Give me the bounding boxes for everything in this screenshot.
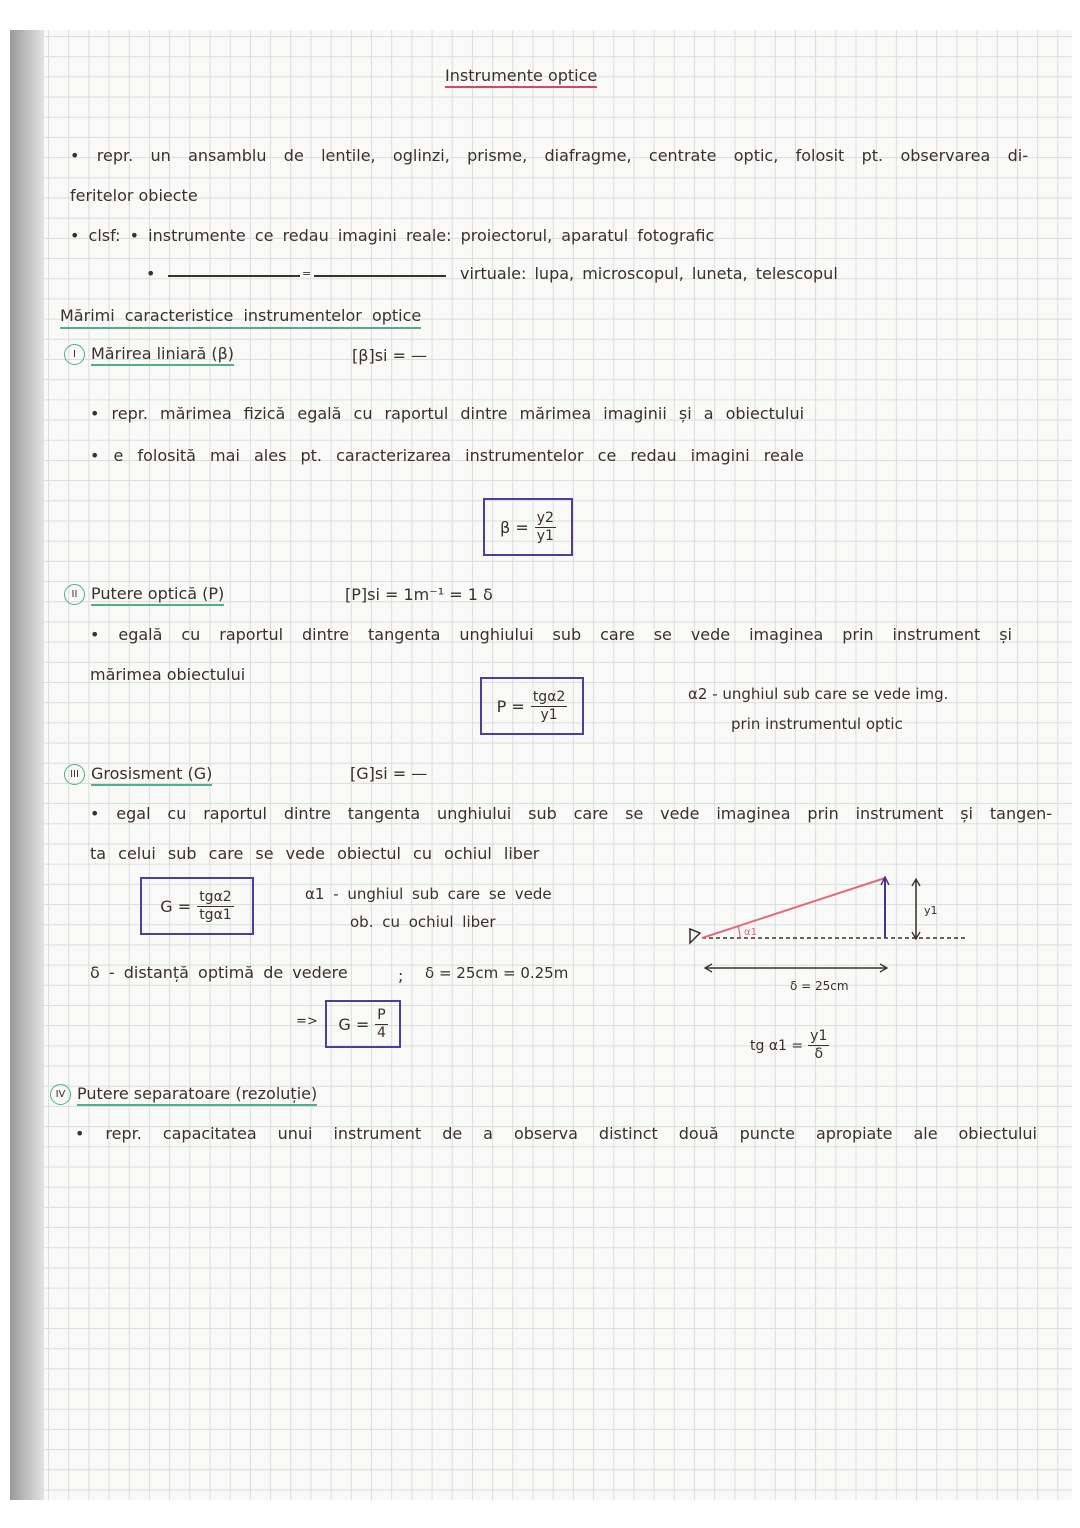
section-number: IV <box>50 1084 71 1105</box>
ditto-line <box>168 275 300 277</box>
formula-lhs: tg α1 = <box>750 1037 804 1054</box>
bullet-text: • egal cu raportul dintre tangenta unghiului sub care se vede imaginea prin instrument și tangen- <box>90 804 1052 823</box>
formula-box <box>140 877 254 935</box>
numerator: y1 <box>810 1028 828 1044</box>
scan-edge <box>10 30 46 1500</box>
bullet-text-cont: mărimea obiectului <box>90 665 246 684</box>
classification-line: • clsf: • instrumente ce redau imagini reale: proiectorul, aparatul fotografic <box>70 226 715 245</box>
section-number: II <box>64 584 85 605</box>
delta-definition: δ - distanță optimă de vedere <box>90 963 348 982</box>
bullet-text: • repr. capacitatea unui instrument de a observa distinct două puncte apropiate ale obiectului <box>75 1124 1037 1143</box>
denominator: y1 <box>536 527 554 544</box>
formula-box <box>480 677 584 735</box>
note: prin instrumentul optic <box>731 715 903 733</box>
distance-label: δ = 25cm <box>790 979 849 993</box>
denominator: 4 <box>376 1024 386 1041</box>
section-title: Putere separatoare (rezoluție) <box>77 1084 317 1106</box>
note: α1 - unghiul sub care se vede <box>305 885 552 903</box>
numerator: tgα2 <box>532 688 566 705</box>
ditto-line <box>314 275 446 277</box>
section-1-heading <box>64 344 234 365</box>
virtual-instruments: virtuale: lupa, microscopul, luneta, telescopul <box>460 264 838 283</box>
section-title: Grosisment (G) <box>91 764 212 786</box>
angle-label: α1 <box>744 927 757 938</box>
sight-line <box>702 878 885 938</box>
note: ob. cu ochiul liber <box>350 913 496 931</box>
formula-box <box>483 498 573 556</box>
si-unit: [β]si = — <box>352 346 428 365</box>
formula-box <box>325 1000 401 1048</box>
viewing-angle-diagram <box>670 865 990 985</box>
numerator: tgα2 <box>199 888 232 905</box>
section-3-heading <box>64 764 212 785</box>
formula-lhs: β = <box>500 517 529 537</box>
formula-lhs: P = <box>496 696 525 716</box>
numerator: P <box>377 1006 386 1023</box>
bullet-text-cont: ta celui sub care se vede obiectul cu ochiul liber <box>90 844 540 863</box>
formula-lhs: G = <box>338 1014 370 1034</box>
angle-arc <box>738 926 740 938</box>
implies: => <box>296 1014 318 1029</box>
section-title: Putere optică (P) <box>91 584 224 606</box>
section-number: I <box>64 344 85 365</box>
section-title: Mărirea liniară (β) <box>91 344 234 366</box>
eye-icon <box>690 929 700 943</box>
delta-value: δ = 25cm = 0.25m <box>425 964 569 982</box>
intro-line-2: feritelor obiecte <box>70 186 198 205</box>
section-2-heading <box>64 584 224 605</box>
denominator: y1 <box>540 706 558 723</box>
bullet: • <box>146 264 156 283</box>
separator: ; <box>398 966 404 985</box>
denominator: δ <box>814 1046 824 1062</box>
si-unit: [G]si = — <box>350 764 428 783</box>
formula-lhs: G = <box>160 896 192 916</box>
section-number: III <box>64 764 85 785</box>
numerator: y2 <box>536 509 554 526</box>
note: α2 - unghiul sub care se vede img. <box>688 685 949 703</box>
ditto-mark: = <box>302 267 312 280</box>
intro-line-1: • repr. un ansamblu de lentile, oglinzi, prisme, diafragme, centrate optic, folosit pt. observarea di- <box>70 146 1028 165</box>
denominator: tgα1 <box>199 906 232 923</box>
bullet-text: • e folosită mai ales pt. caracterizarea instrumentelor ce redau imagini reale <box>90 446 804 465</box>
page-title: Instrumente optice <box>445 66 597 88</box>
tangent-formula <box>750 1028 829 1063</box>
section-heading: Mărimi caracteristice instrumentelor optice <box>60 306 421 329</box>
bullet-text: • repr. mărimea fizică egală cu raportul dintre mărimea imaginii și a obiectului <box>90 404 805 423</box>
section-4-heading <box>50 1084 317 1105</box>
height-label: y1 <box>924 904 938 917</box>
si-unit: [P]si = 1m⁻¹ = 1 δ <box>345 585 493 604</box>
bullet-text: • egală cu raportul dintre tangenta unghiului sub care se vede imaginea prin instrument și <box>90 625 1012 644</box>
